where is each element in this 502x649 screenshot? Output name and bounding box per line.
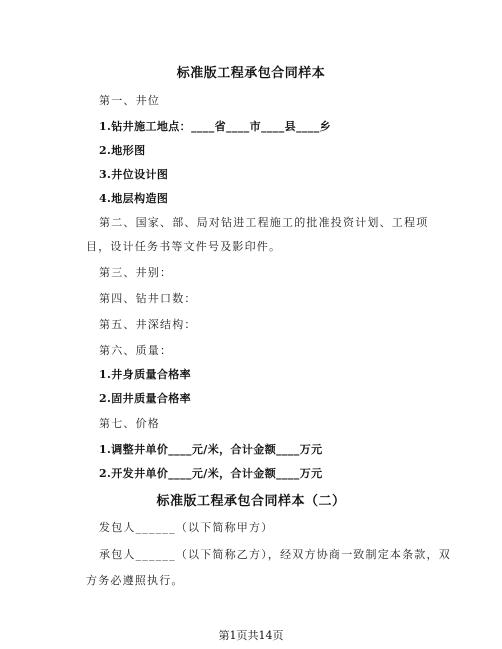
document-title: 标准版工程承包合同样本 bbox=[176, 66, 326, 81]
section-well-location: 第一、井位 bbox=[99, 94, 160, 107]
page-number: 第1页共14页 bbox=[218, 629, 284, 642]
topographic-map-line: 2.地形图 bbox=[99, 144, 146, 157]
section-approval-continuation: 目，设计任务书等文件号及影印件。 bbox=[86, 240, 282, 253]
adjustment-well-price-line: 1.调整井单价____元/米，合计金额____万元 bbox=[99, 443, 323, 456]
section-price: 第七、价格 bbox=[99, 417, 160, 430]
section-well-structure: 第五、井深结构： bbox=[99, 318, 197, 331]
cementing-quality-line: 2.固井质量合格率 bbox=[99, 392, 192, 405]
section-approval-line: 第二、国家、部、局对钻进工程施工的批准投资计划、工程项 bbox=[99, 216, 429, 229]
development-well-price-line: 2.开发井单价____元/米，合计金额____万元 bbox=[99, 467, 323, 480]
well-design-line: 3.井位设计图 bbox=[99, 168, 169, 181]
borehole-quality-line: 1.井身质量合格率 bbox=[99, 368, 192, 381]
drilling-site-line: 1.钻井施工地点：____省____市____县____乡 bbox=[99, 120, 332, 133]
contractor-line-continuation: 方务必遵照执行。 bbox=[86, 574, 184, 587]
document-title-second: 标准版工程承包合同样本（二） bbox=[156, 494, 346, 509]
section-quality: 第六、质量： bbox=[99, 344, 173, 357]
stratigraphic-map-line: 4.地层构造图 bbox=[99, 192, 169, 205]
contractor-line: 承包人______（以下简称乙方），经双方协商一致制定本条款，双 bbox=[99, 548, 451, 561]
employer-line: 发包人______（以下简称甲方） bbox=[99, 521, 274, 534]
section-well-type: 第三、井别： bbox=[99, 266, 173, 279]
section-well-count: 第四、钻井口数： bbox=[99, 292, 197, 305]
